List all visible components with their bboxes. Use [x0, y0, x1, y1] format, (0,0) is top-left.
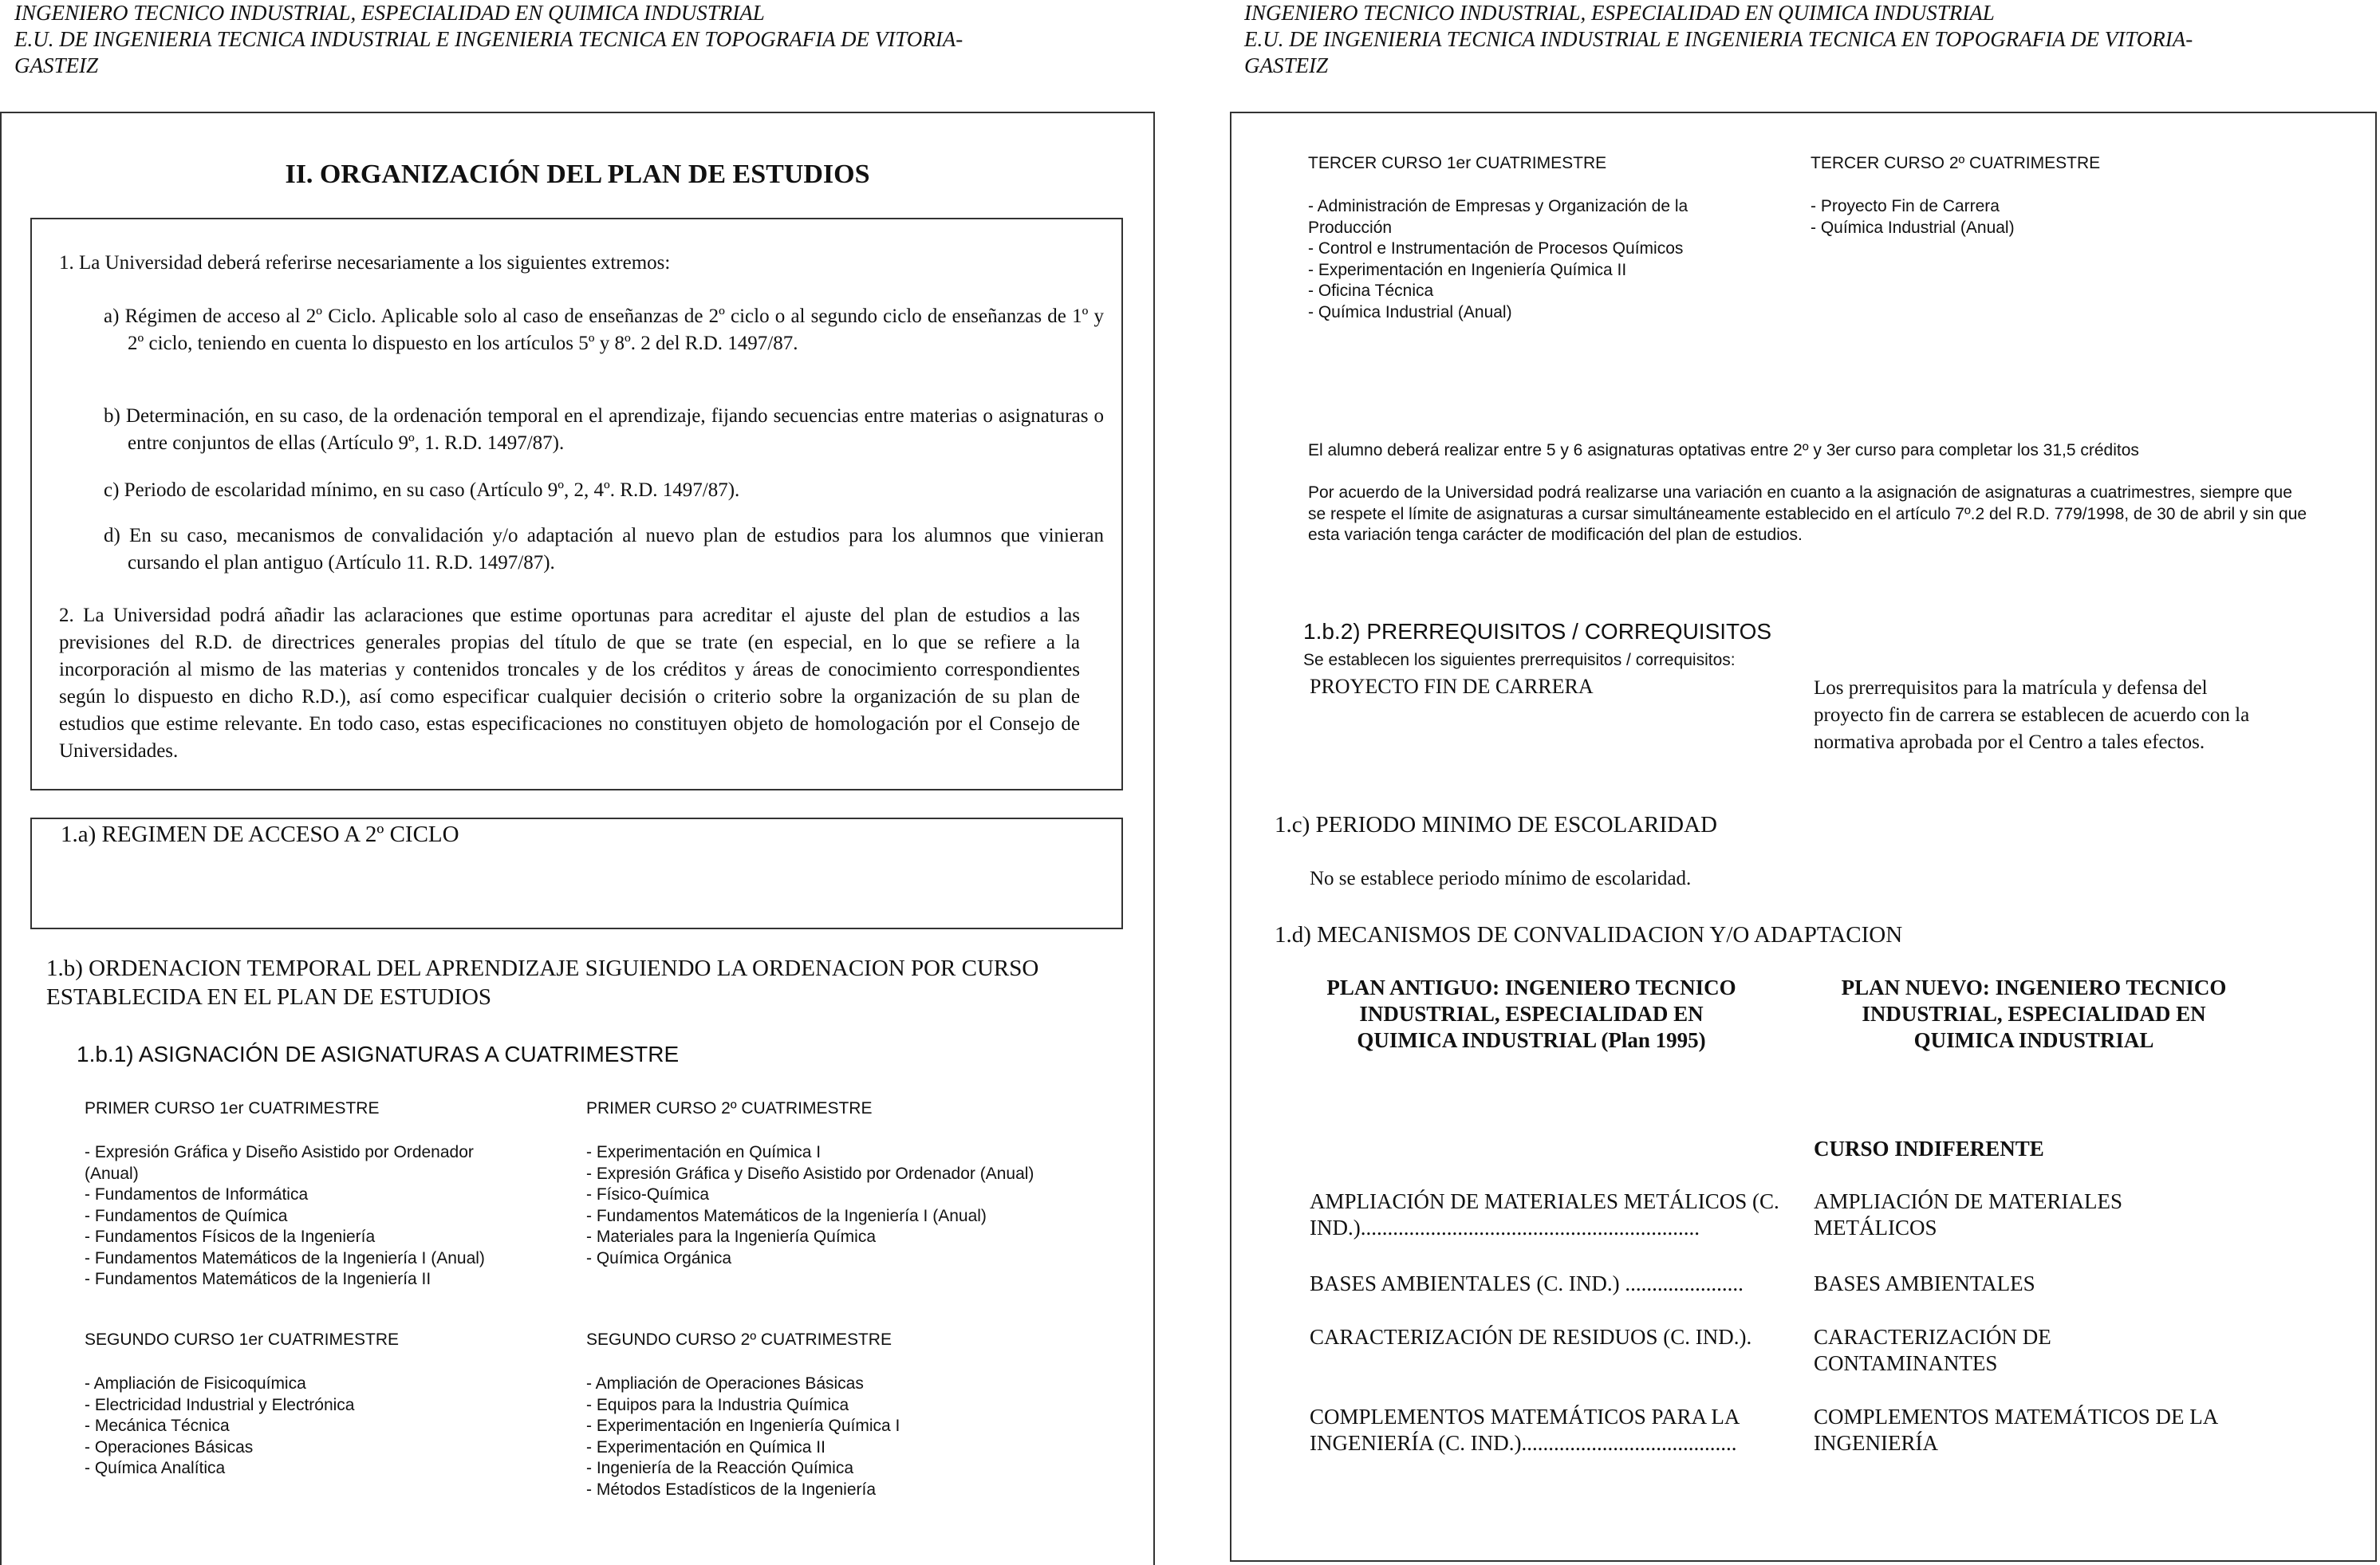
list-item: - Expresión Gráfica y Diseño Asistido por Ordenador (Anual): [586, 1164, 1034, 1183]
page-header: [1244, 0, 2380, 79]
header-line-2: E.U. DE INGENIERIA TECNICA INDUSTRIAL E INGENIERIA TECNICA EN TOPOGRAFIA DE VITORIA-: [14, 27, 963, 51]
header-line-1: INGENIERO TECNICO INDUSTRIAL, ESPECIALIDAD EN QUIMICA INDUSTRIAL: [1244, 1, 1995, 25]
list-item: - Físico-Química: [586, 1185, 710, 1204]
list-item: - Experimentación en Química I: [586, 1143, 822, 1161]
course-list-1-1: [85, 1142, 531, 1291]
page-title: II. ORGANIZACIÓN DEL PLAN DE ESTUDIOS: [285, 160, 870, 189]
list-item: - Química Industrial (Anual): [1308, 302, 1512, 321]
course-list-3-2: [1811, 196, 2257, 238]
header-line-2: E.U. DE INGENIERIA TECNICA INDUSTRIAL E INGENIERIA TECNICA EN TOPOGRAFIA DE VITORIA-: [1244, 27, 2193, 51]
list-item: - Fundamentos de Informática: [85, 1185, 309, 1204]
list-item: - Experimentación en Ingeniería Química II: [1308, 260, 1627, 279]
equivalence-new-4: COMPLEMENTOS MATEMÁTICOS DE LA INGENIERÍA: [1814, 1405, 2217, 1455]
course-heading-2-1: SEGUNDO CURSO 1er CUATRIMESTRE: [85, 1330, 399, 1349]
right-page: [1220, 0, 2377, 1565]
list-item: - Química Orgánica: [586, 1248, 732, 1267]
plan-antiguo-heading: PLAN ANTIGUO: INGENIERO TECNICO INDUSTRIAL, ESPECIALIDAD EN QUIMICA INDUSTRIAL (Plan 1995): [1326, 976, 1736, 1052]
header-line-3: GASTEIZ: [14, 53, 99, 77]
instruction-paragraph-1: 1. La Universidad deberá referirse necesariamente a los siguientes extremos:: [59, 252, 671, 274]
equivalence-old-4: COMPLEMENTOS MATEMÁTICOS PARA LA INGENIERÍA (C. IND.)........................................: [1310, 1405, 1739, 1455]
equivalence-new-1: AMPLIACIÓN DE MATERIALES METÁLICOS: [1814, 1189, 2122, 1240]
course-list-3-1: [1308, 196, 1771, 323]
page-header: [14, 0, 1155, 79]
course-list-2-2: [586, 1374, 1065, 1500]
left-page: [0, 0, 1157, 1565]
list-item: - Proyecto Fin de Carrera: [1811, 197, 2000, 215]
list-item: - Química Industrial (Anual): [1811, 218, 2015, 237]
list-item: - Ampliación de Operaciones Básicas: [586, 1374, 864, 1393]
periodo-title: 1.c) PERIODO MINIMO DE ESCOLARIDAD: [1275, 812, 1717, 838]
equivalence-old-2: BASES AMBIENTALES (C. IND.) ......................: [1310, 1271, 1744, 1295]
prerrequisitos-subject: PROYECTO FIN DE CARRERA: [1310, 675, 1594, 698]
header-line-3: GASTEIZ: [1244, 53, 1329, 77]
list-item: - Materiales para la Ingeniería Química: [586, 1228, 876, 1246]
list-item: - Fundamentos Matemáticos de la Ingeniería II: [85, 1270, 431, 1288]
instruction-item-b: b) Determinación, en su caso, de la ordenación temporal en el aprendizaje, fijando secuencias entre materias o asignaturas o entre conjuntos de ellas (Artículo 9º, 1. R.D. 1497/87).: [104, 405, 1104, 454]
equivalence-new-2: BASES AMBIENTALES: [1814, 1271, 2035, 1295]
list-item: - Fundamentos Físicos de la Ingeniería: [85, 1228, 376, 1246]
list-item: - Experimentación en Ingeniería Química I: [586, 1417, 900, 1435]
prerrequisitos-title: 1.b.2) PRERREQUISITOS / CORREQUISITOS: [1303, 619, 1772, 644]
list-item: - Química Analítica: [85, 1459, 226, 1477]
plan-nuevo-heading: PLAN NUEVO: INGENIERO TECNICO INDUSTRIAL, ESPECIALIDAD EN QUIMICA INDUSTRIAL: [1841, 976, 2227, 1052]
equivalence-old-1: AMPLIACIÓN DE MATERIALES METÁLICOS (C. IND.)...............................................................: [1310, 1189, 1779, 1240]
header-line-1: INGENIERO TECNICO INDUSTRIAL, ESPECIALIDAD EN QUIMICA INDUSTRIAL: [14, 1, 765, 25]
equivalence-old-3: CARACTERIZACIÓN DE RESIDUOS (C. IND.).: [1310, 1325, 1752, 1349]
instruction-paragraph-2: 2. La Universidad podrá añadir las aclaraciones que estime oportunas para acreditar el ajuste del plan de estudios a las previsiones del R.D. de directrices generales propias del título de que se trate (en especial, en lo que se refiere a la incorporación al mismo de las materias y contenidos troncales y de los créditos y áreas de conocimiento correspondientes según lo dispuesto en dicho R.D.), así como especificar cualquier decisión o criterio sobre la organización de su plan de estudios que estime relevante. En todo caso, estas especificaciones no constituyen objeto de homologación por el Consejo de Universidades.: [59, 605, 1080, 762]
course-heading-2-2: SEGUNDO CURSO 2º CUATRIMESTRE: [586, 1330, 892, 1349]
list-item: - Oficina Técnica: [1308, 282, 1434, 300]
list-item: - Métodos Estadísticos de la Ingeniería: [586, 1480, 877, 1499]
list-item: - Experimentación en Química II: [586, 1437, 826, 1457]
list-item: - Fundamentos de Química: [85, 1206, 288, 1225]
list-item: - Ampliación de Fisicoquímica: [85, 1374, 306, 1393]
list-item: - Electricidad Industrial y Electrónica: [85, 1395, 355, 1414]
equivalence-new-3: CARACTERIZACIÓN DE CONTAMINANTES: [1814, 1325, 2051, 1375]
course-heading-3-2: TERCER CURSO 2º CUATRIMESTRE: [1811, 154, 2101, 172]
regimen-title: 1.a) REGIMEN DE ACCESO A 2º CICLO: [61, 822, 459, 847]
list-item: - Ingeniería de la Reacción Química: [586, 1459, 854, 1477]
course-list-1-2: [586, 1142, 1065, 1269]
prerrequisitos-text: Los prerrequisitos para la matrícula y defensa del proyecto fin de carrera se establecen de acuerdo con la normativa aprobada por el Centro a tales efectos.: [1814, 677, 2250, 753]
course-heading-3-1: TERCER CURSO 1er CUATRIMESTRE: [1308, 154, 1607, 172]
ordenacion-title: 1.b) ORDENACION TEMPORAL DEL APRENDIZAJE SIGUIENDO LA ORDENACION POR CURSO ESTABLECIDA EN EL PLAN DE ESTUDIOS: [46, 956, 1039, 1010]
instruction-item-c: c) Periodo de escolaridad mínimo, en su caso (Artículo 9º, 2, 4º. R.D. 1497/87).: [104, 479, 740, 501]
instruction-item-d: d) En su caso, mecanismos de convalidación y/o adaptación al nuevo plan de estudios para los alumnos que vinieran cursando el plan antiguo (Artículo 11. R.D. 1497/87).: [104, 525, 1104, 574]
mecanismos-title: 1.d) MECANISMOS DE CONVALIDACION Y/O ADAPTACION: [1275, 922, 1903, 948]
periodo-text: No se establece periodo mínimo de escolaridad.: [1310, 868, 1692, 889]
list-item: - Mecánica Técnica: [85, 1417, 230, 1435]
list-item: - Equipos para la Industria Química: [586, 1395, 849, 1414]
course-heading-1-2: PRIMER CURSO 2º CUATRIMESTRE: [586, 1099, 873, 1118]
optativas-note: El alumno deberá realizar entre 5 y 6 asignaturas optativas entre 2º y 3er curso para completar los 31,5 créditos: [1308, 441, 2139, 459]
list-item: - Administración de Empresas y Organización de la Producción: [1308, 197, 1688, 237]
list-item: - Operaciones Básicas: [85, 1437, 254, 1457]
variacion-note: Por acuerdo de la Universidad podrá realizarse una variación en cuanto a la asignación de asignaturas a cuatrimestres, siempre que se respete el límite de asignaturas a cursar simultáneamente establecido en el artículo 7º.2 del R.D. 779/1998, de 30 de abril y sin que esta variación tenga carácter de modificación del plan de estudios.: [1308, 483, 2307, 544]
list-item: - Control e Instrumentación de Procesos Químicos: [1308, 239, 1684, 258]
course-heading-1-1: PRIMER CURSO 1er CUATRIMESTRE: [85, 1099, 380, 1118]
list-item: - Fundamentos Matemáticos de la Ingeniería I (Anual): [85, 1248, 485, 1267]
curso-indiferente-heading: CURSO INDIFERENTE: [1814, 1137, 2044, 1161]
prerrequisitos-subtitle: Se establecen los siguientes prerrequisitos / correquisitos:: [1303, 651, 1736, 669]
list-item: - Expresión Gráfica y Diseño Asistido por Ordenador (Anual): [85, 1143, 474, 1183]
course-list-2-1: [85, 1374, 531, 1480]
asignacion-title: 1.b.1) ASIGNACIÓN DE ASIGNATURAS A CUATRIMESTRE: [77, 1042, 680, 1066]
list-item: - Fundamentos Matemáticos de la Ingeniería I (Anual): [586, 1206, 987, 1225]
instruction-item-a: a) Régimen de acceso al 2º Ciclo. Aplicable solo al caso de enseñanzas de 2º ciclo o al segundo ciclo de enseñanzas de 1º y 2º ciclo, teniendo en cuenta lo dispuesto en los artículos 5º y 8º. 2 del R.D. 1497/87.: [104, 306, 1104, 354]
